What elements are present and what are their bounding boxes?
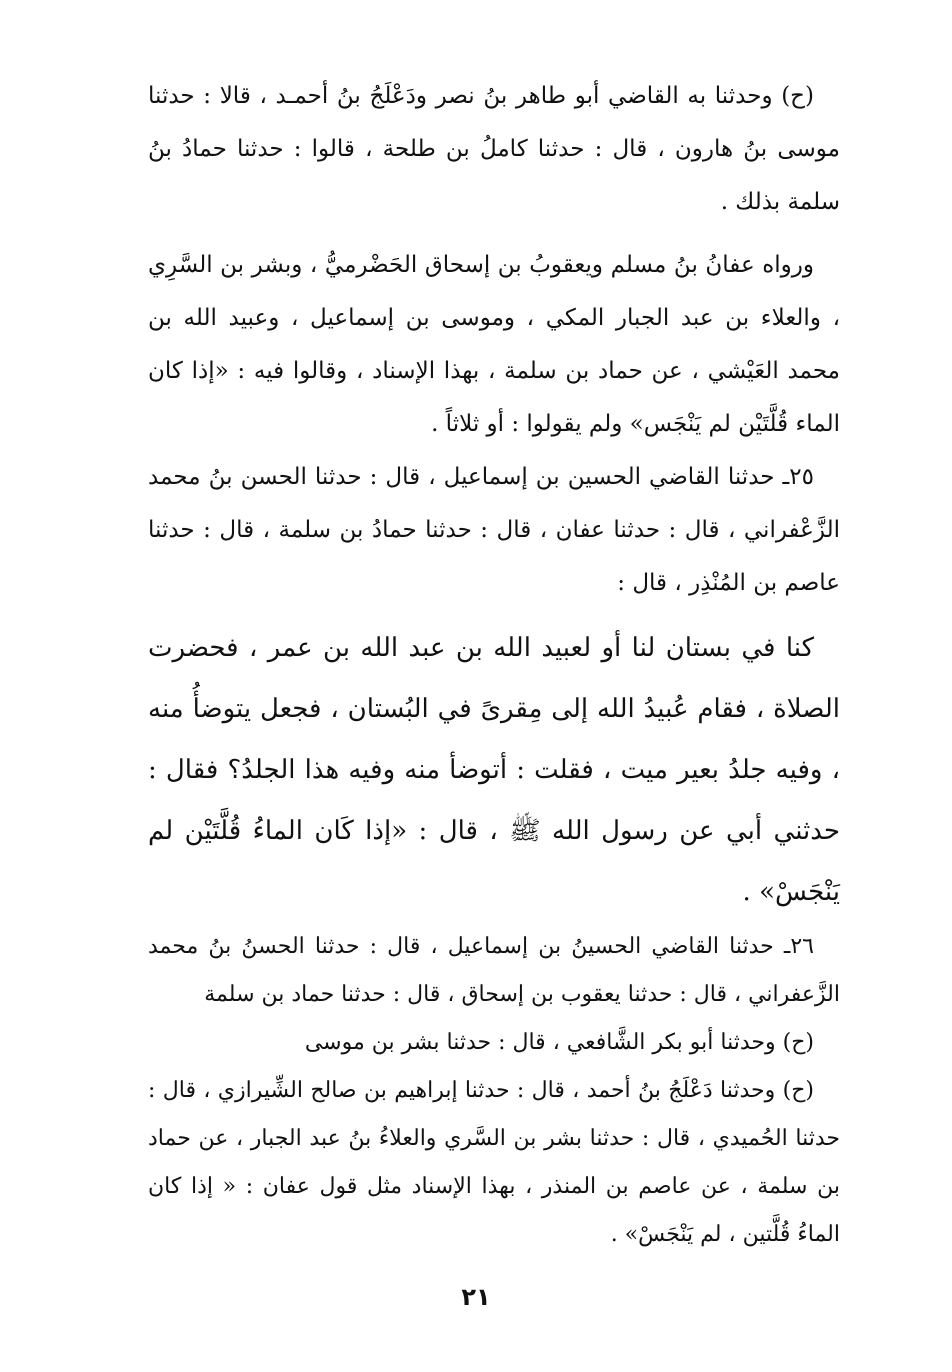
main-text [148, 70, 840, 1259]
paragraph-narration-chain-1: (ح) وحدثنا به القاضي أبو طاهر بنُ نصر ودَعْلَجُ بنُ أحمـد ، قالا : حدثنا موسى بنُ هارون ، قال : حدثنا كاملُ بن طلحة ، قالوا : حدثنا حمادُ بنُ سلمة بذلك . [148, 83, 840, 215]
paragraph-hadith-25-isnad: ٢٥ـ حدثنا القاضي الحسين بن إسماعيل ، قال : حدثنا الحسن بنُ محمد الزَّعْفراني ، قال : حدثنا عفان ، قال : حدثنا حمادُ بن سلمة ، قال : حدثنا عاصم بن المُنْذِر ، قال : [148, 464, 840, 596]
page-number: ٢١ [461, 1283, 491, 1311]
paragraph-hadith-26-isnad: ٢٦ـ حدثنا القاضي الحسينُ بن إسماعيل ، قال : حدثنا الحسنُ بنُ محمد الزَّعفراني ، قال : حدثنا يعقوب بن إسحاق ، قال : حدثنا حماد بن سلمة [148, 934, 840, 1007]
paragraph-narration-chain-4: (ح) وحدثنا دَعْلَجُ بنُ أحمد ، قال : حدثنا إبراهيم بن صالح الشِّيرازي ، قال : حدثنا الحُميدي ، قال : حدثنا بشر بن السَّري والعلاءُ بنُ عبد الجبار ، عن حماد بن سلمة ، عن عاصم بن المنذر ، بهذا الإسناد مثل قول عفان : « إذا كان الماءُ قُلَّتين ، لم يَنْجَسْ» . [148, 1078, 840, 1247]
paragraph-narration-chain-2: ورواه عفانُ بنُ مسلم ويعقوبُ بن إسحاق الحَضْرميُّ ، وبشر بن السَّرِي ، والعلاء بن عبد الجبار المكي ، وموسى بن إسماعيل ، وعبيد الله بن محمد العَيْشي ، عن حماد بن سلمة ، بهذا الإسناد ، وقالوا فيه : «إذا كان الماء قُلَّتَيْن لم يَنْجَس» ولم يقولوا : أو ثلاثاً . [148, 252, 840, 437]
paragraph-narration-chain-3: (ح) وحدثنا أبو بكر الشَّافعي ، قال : حدثنا بشر بن موسى [304, 1030, 814, 1055]
paragraph-hadith-25-matn: كنا في بستان لنا أو لعبيد الله بن عبد الله بن عمر ، فحضرت الصلاة ، فقام عُبيدُ الله إلى مِقرىً في البُستان ، فجعل يتوضأُ منه ، وفيه جلدُ بعير ميت ، فقلت : أتوضأ منه وفيه هذا الجلدُ؟ فقال : حدثني أبي عن رسول الله ﷺ ، قال : «إذا كَان الماءُ قُلَّتَيْن لم يَنْجَسْ» . [148, 633, 840, 907]
